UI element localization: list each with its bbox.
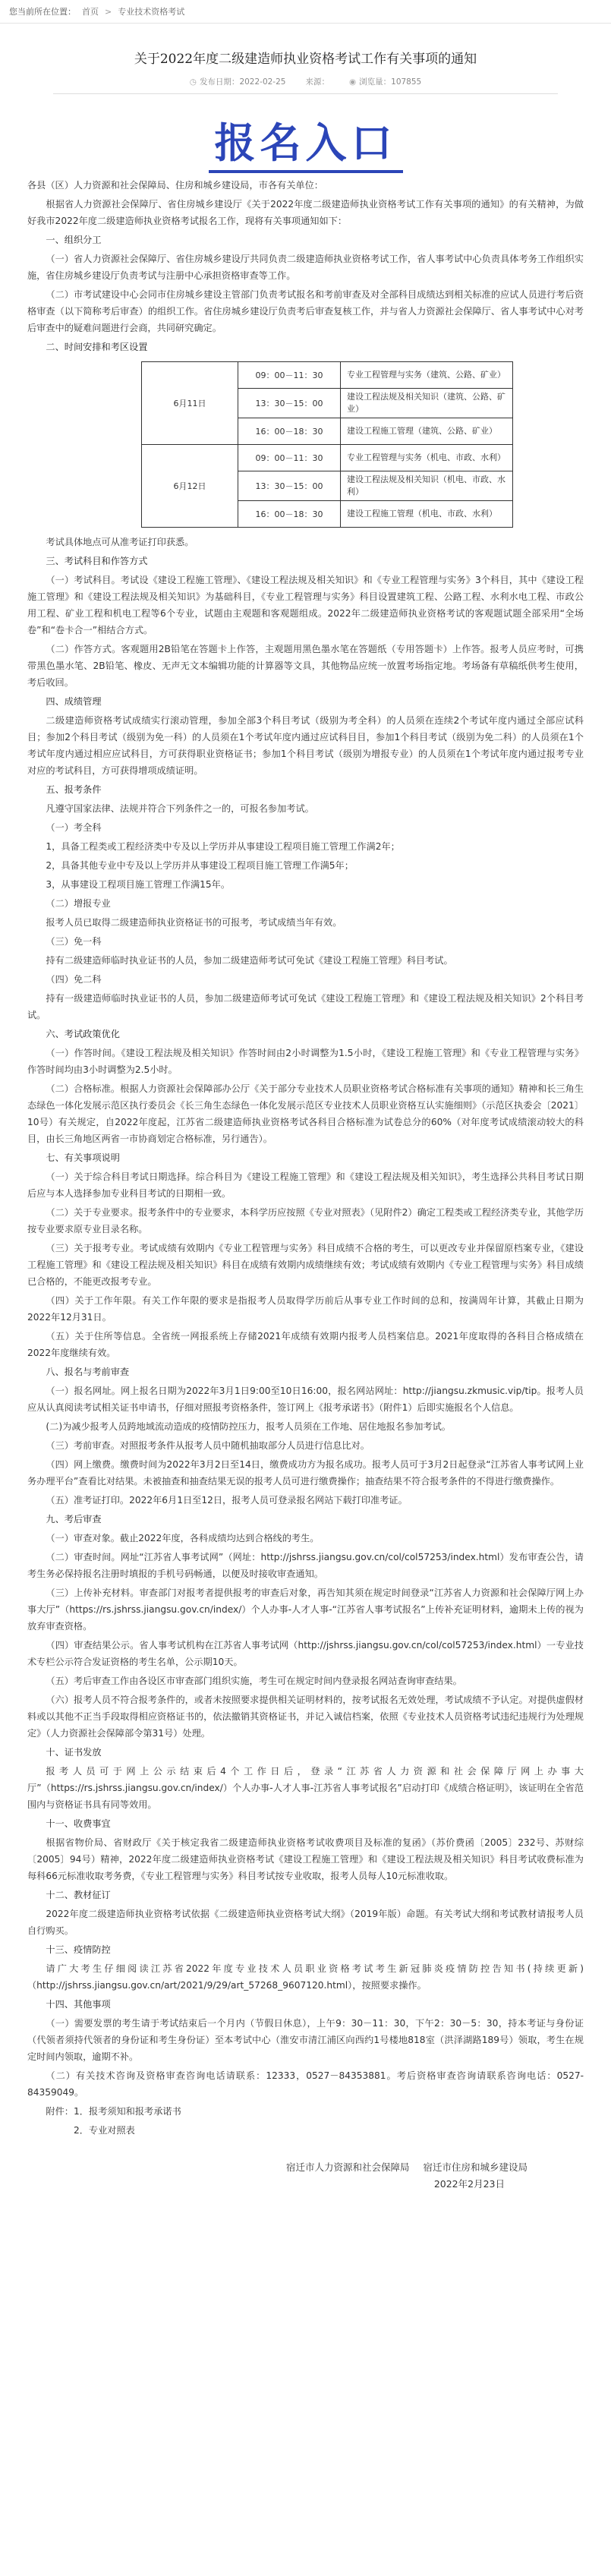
attachment-link-2[interactable]: 2．专业对照表 [73, 2125, 135, 2136]
section-heading: 八、报名与考前审查 [46, 1367, 130, 1377]
paragraph: （一）审查对象。截止2022年度，各科成绩均达到合格线的考生。 [46, 1533, 320, 1543]
table-cell-subject: 建设工程法规及相关知识（建筑、公路、矿业） [341, 389, 513, 418]
paragraph: （一）省人力资源社会保障厅、省住房城乡建设厅共同负责二级建造师执业资格考试工作，省人事考试中心负责具体考务工作组织实施，省住房城乡建设厅负责考试与注册中心承担资格审查等工作。 [27, 254, 584, 281]
table-cell-subject: 建设工程施工管理（机电、市政、水利） [341, 501, 513, 528]
section-heading: 一、组织分工 [46, 235, 102, 245]
paragraph: 请广大考生仔细阅读江苏省2022年度专业技术人员职业资格考试考生新冠肺炎疫情防控告知书(持续更新)（http://jshrss.jiangsu.gov.cn/art/2021/9/29/art_57268_9607120.html），按照要求操作。 [27, 1963, 584, 1991]
table-cell-subject: 专业工程管理与实务（建筑、公路、矿业） [341, 362, 513, 389]
paragraph: （一）考试科目。考试设《建设工程施工管理》、《建设工程法规及相关知识》和《专业工程管理与实务》3个科目，其中《建设工程施工管理》和《建设工程法规及相关知识》为基础科目，《专业工程管理与实务》科目设置建筑工程、公路工程、水利水电工程、市政公用工程、矿业工程和机电工程等6个专业，试题由主观题和客观题组成。2022年二级建造师执业资格考试的客观题试题全部采用“全场卷”和“卷卡合一”相结合方式。 [27, 575, 584, 635]
paragraph: （三）考前审查。对照报考条件从报考人员中随机抽取部分人员进行信息比对。 [46, 1440, 370, 1451]
paragraph: 根据省物价局、省财政厅《关于核定我省二级建造师执业资格考试收费项目及标准的复函》（苏价费函〔2005〕232号、苏财综〔2005〕94号）精神，2022年度二级建造师执业资格考试《建设工程施工管理》和《建设工程法规及相关知识》科目考试收费标准为每科66元标准收取考务费，《专业工程管理与实务》科目考试按专业收取，报考人员每人10元标准收取。 [27, 1837, 584, 1881]
table-cell-subject: 专业工程管理与实务（机电、市政、水利） [341, 445, 513, 471]
publish-date-value: 2022-02-25 [239, 77, 286, 87]
paragraph: （五）关于住所等信息。全省统一网报系统上存储2021年成绩有效期内报考人员档案信息。2021年度取得的各科目合格成绩在2022年度继续有效。 [27, 1331, 584, 1358]
breadcrumb-location-label: 您当前所在位置： [9, 7, 76, 17]
paragraph: （二）关于专业要求。报考条件中的专业要求，本科学历应按照《专业对照表》（见附件2）确定工程类或工程经济类专业，其他学历按专业要求原专业目录名称。 [27, 1207, 584, 1234]
paragraph: (二)为减少报考人员跨地域流动造成的疫情防控压力，报考人员须在工作地、居住地报名参加考试。 [46, 1421, 451, 1432]
paragraph: （二）有关技术咨询及资格审查咨询电话请联系：12333，0527－84353881。考后资格审查咨询请联系咨询电话：0527-84359049。 [27, 2070, 584, 2098]
paragraph: （三）关于报考专业。考试成绩有效期内《专业工程管理与实务》科目成绩不合格的考生，可以更改专业并保留原档案专业，《建设工程施工管理》和《建设工程法规及相关知识》科目在成绩有效期内成绩继续有效；考试成绩有效期内《专业工程管理与实务》科目成绩已合格的，不能更改报考专业。 [27, 1243, 584, 1287]
paragraph: 持有二级建造师临时执业证书的人员，参加二级建造师考试可免试《建设工程施工管理》科目考试。 [46, 955, 453, 966]
paragraph: （六）报考人员不符合报考条件的，或者未按照要求提供相关证明材料的，按考试报名无效处理，考试成绩不予认定。对提供虚假材料或以其他不正当手段取得相应资格证书的，依法撤销其资格证书，并记入诚信档案，依照《专业技术人员资格考试违纪违规行为处理规定》（人力资源社会保障部令第31号）处理。 [27, 1695, 584, 1739]
paragraph: 各县（区）人力资源和社会保障局、住房和城乡建设局，市各有关单位： [27, 180, 323, 191]
attachment-link-1[interactable]: 附件：1．报考须知和报考承诺书 [46, 2106, 181, 2117]
paragraph: （四）审查结果公示。省人事考试机构在江苏省人事考试网（http://jshrss.jiangsu.gov.cn/col/col57253/index.html）一专业技术专栏公示符合发证资格的考生名单，公示期10天。 [27, 1640, 584, 1667]
section-heading: 九、考后审查 [46, 1514, 102, 1524]
section-heading: 十二、教材征订 [46, 1890, 111, 1900]
paragraph: （五）准考证打印。2022年6月1日至12日，报考人员可登录报名网站下载打印准考证。 [46, 1495, 408, 1506]
source-label: 来源： [305, 77, 329, 87]
section-heading: 十四、其他事项 [46, 1999, 111, 2010]
paragraph: （一）报名网址。网上报名日期为2022年3月1日9:00至10日16:00，报名网站网址：http://jiangsu.zkmusic.vip/tip。报考人员应从认真阅读考试相关证书申请书，仔细对照报考资格条件，签订网上《报考承诺书》（附件1）后即实施报名个人信息。 [27, 1386, 584, 1413]
section-heading: 四、成绩管理 [46, 696, 102, 707]
views-value: 107855 [391, 77, 422, 87]
paragraph: （二）作答方式。客观题用2B铅笔在答题卡上作答，主观题用黑色墨水笔在答题纸（专用答题卡）上作答。报考人员应考时，可携带黑色墨水笔、2B铅笔、橡皮、无声无文本编辑功能的计算器等文具，其他物品应统一放置考场指定地。考场备有草稿纸供考生使用，考后收回。 [27, 644, 584, 688]
signature-date: 2022年2月23日 [433, 2178, 505, 2190]
section-heading: 六、考试政策优化 [46, 1029, 120, 1039]
breadcrumb-separator-icon: > [105, 6, 112, 17]
table-cell-time: 09：00－11：30 [238, 362, 341, 389]
section-heading: 十、证书发放 [46, 1747, 102, 1758]
table-cell-time: 09：00－11：30 [238, 445, 341, 471]
signature-org-2: 宿迁市住房和城乡建设局 [423, 2161, 528, 2173]
paragraph: 1，具备工程类或工程经济类中专及以上学历并从事建设工程项目施工管理工作满2年； [46, 841, 400, 852]
table-cell-time: 16：00－18：30 [238, 418, 341, 445]
registration-entry-link[interactable]: 报名入口 [209, 119, 403, 173]
article-body [0, 177, 611, 2139]
views [349, 76, 421, 87]
registration-banner[interactable] [0, 111, 611, 169]
table-cell-date: 6月11日 [142, 362, 238, 445]
section-heading: 七、有关事项说明 [46, 1152, 120, 1163]
section-heading: 五、报考条件 [46, 784, 102, 795]
paragraph: 持有一级建造师临时执业证书的人员，参加二级建造师考试可免试《建设工程施工管理》和《建设工程法规及相关知识》2个科目考试。 [27, 993, 584, 1020]
paragraph: （三）免一科 [46, 936, 102, 947]
paragraph: （一）需要发票的考生请于考试结束后一个月内（节假日休息），上午9：30－11：30，下午2：30－5：30，持本考证与身份证（代领者须持代领者的身份证和考生身份证）至本考试中心（淮安市清江浦区向西约1号楼地818室（洪泽湖路189号）领取，考生在规定时间内领取，逾期不补。 [27, 2018, 584, 2062]
paragraph: （四）关于工作年限。有关工作年限的要求是指报考人员取得学历前后从事专业工作时间的总和，按满周年计算，其截止日期为2022年12月31日。 [27, 1295, 584, 1323]
paragraph: （一）关于综合科目考试日期选择。综合科目为《建设工程施工管理》和《建设工程法规及相关知识》，考生选择公共科目考试日期后应与本人选择参加专业科目考试的日期相一致。 [27, 1171, 584, 1199]
section-heading: 三、考试科目和作答方式 [46, 556, 148, 566]
section-heading: 十一、收费事宜 [46, 1818, 111, 1829]
paragraph: （四）网上缴费。缴费时间为2022年3月2日至14日，缴费成功方为报名成功。报考人员可于3月2日起登录“江苏省人事考试网上业务办理平台”查看比对结果。未被抽查和抽查结果无误的报考人员可进行缴费操作；抽查结果不符合报考条件的不得进行缴费操作。 [27, 1459, 584, 1487]
paragraph: 考试具体地点可从准考证打印获悉。 [46, 537, 194, 547]
paragraph: （二）增报专业 [46, 898, 111, 909]
paragraph: 报考人员已取得二级建造师执业资格证书的可报考，考试成绩当年有效。 [46, 917, 342, 928]
breadcrumb-section-link[interactable]: 专业技术资格考试 [118, 7, 185, 17]
paragraph: （五）考后审查工作由各设区市审查部门组织实施，考生可在规定时间内登录报名网站查询审查结果。 [46, 1676, 462, 1686]
paragraph: （二）审查时间。网址“江苏省人事考试网”（网址：http://jshrss.jiangsu.gov.cn/col/col57253/index.html）发布审查公告，请考生务必保持报名注册时填报的手机号码畅通，以便及时接收审查通知。 [27, 1552, 584, 1579]
paragraph: 3，从事建设工程项目施工管理工作满15年。 [46, 879, 231, 890]
paragraph: （一）作答时间。《建设工程法规及相关知识》作答时间由2小时调整为1.5小时，《建设工程施工管理》和《专业工程管理与实务》作答时间均由3小时调整为2.5小时。 [27, 1048, 584, 1075]
table-row [142, 445, 513, 471]
paragraph: （二）市考试建设中心会同市住房城乡建设主管部门负责考试报名和考前审查及对全部科目成绩达到相关标准的应试人员进行考后资格审查（以下简称考后审查）的组织工作。省住房城乡建设厅负责考后审查复核工作，并与省人力资源社会保障厅、省人事考试中心对考后审查中的疑难问题进行会商，共同研究确定。 [27, 289, 584, 333]
views-label: 浏览量： [359, 77, 392, 87]
table-cell-time: 13：30－15：00 [238, 471, 341, 501]
paragraph: 根据省人力资源社会保障厅、省住房城乡建设厅《关于2022年度二级建造师执业资格考试工作有关事项的通知》的有关精神，为做好我市2022年度二级建造师执业资格考试报名工作，现将有关事项通知如下： [27, 199, 584, 226]
paragraph: （四）免二科 [46, 974, 102, 985]
paragraph: 二级建造师资格考试成绩实行滚动管理，参加全部3个科目考试（级别为考全科）的人员须在连续2个考试年度内通过全部应试科目；参加2个科目考试（级别为免一科）的人员须在1个考试年度内通过应试科目目，参加1个科目考试（级别为免二科）的人员须在1个考试年度内通过相应应试科目，方可获得职业资格证书；参加1个科目考试（级别为增报专业）的人员须在1个考试年度内通过报考专业对应的考试科目，方可获得增项成绩证明。 [27, 715, 584, 776]
publish-date [190, 76, 286, 87]
table-cell-date: 6月12日 [142, 445, 238, 528]
signature-org-1: 宿迁市人力资源和社会保障局 [285, 2161, 410, 2173]
footer-spacer [0, 2190, 611, 2213]
table-cell-time: 13：30－15：00 [238, 389, 341, 418]
breadcrumb [0, 0, 611, 24]
publish-label: 发布日期： [199, 77, 240, 87]
source [305, 76, 329, 87]
paragraph: （一）考全科 [46, 822, 102, 833]
table-cell-subject: 建设工程法规及相关知识（机电、市政、水利） [341, 471, 513, 501]
paragraph: （三）上传补充材料。审查部门对报考者提供报考的审查后对象，再告知其须在规定时间登录“江苏省人力资源和社会保障厅网上办事大厅”（https://rs.jshrss.jiangsu.gov.cn/index/）个人办事-人才人事-“江苏省人事考试报名”上传补充证明材料，逾期未上传的视为放弃审查资格。 [27, 1588, 584, 1632]
signature-block [0, 2158, 611, 2177]
article-meta [53, 76, 558, 94]
paragraph: 凡遵守国家法律、法规并符合下列条件之一的，可报名参加考试。 [46, 803, 314, 814]
table-row [142, 362, 513, 389]
paragraph: 2022年度二级建造师执业资格考试依据《二级建造师执业资格考试大纲》（2019年版）命题。有关考试大纲和考试教材请报考人员自行购买。 [27, 1909, 584, 1936]
breadcrumb-home-link[interactable]: 首页 [82, 7, 99, 17]
eye-icon: ◉ [348, 77, 357, 87]
exam-schedule-table [141, 361, 513, 528]
table-cell-subject: 建设工程施工管理（建筑、公路、矿业） [341, 418, 513, 445]
section-heading: 十三、疫情防控 [46, 1944, 111, 1955]
paragraph: 报考人员可于网上公示结束后4个工作日后，登录“江苏省人力资源和社会保障厅网上办事大厅”（https://rs.jshrss.jiangsu.gov.cn/index/）个人办事-人才人事-江苏省人事考试报名”启动打印《成绩合格证明》，该证明在全省范围内与资格证书具有同等效用。 [27, 1766, 584, 1810]
article-title: 关于2022年度二级建造师执业资格考试工作有关事项的通知 [134, 52, 477, 67]
clock-icon: ◷ [189, 77, 197, 87]
paragraph: 2，具备其他专业中专及以上学历并从事建设工程项目施工管理工作满5年； [46, 860, 354, 871]
paragraph: （二）合格标准。根据人力资源社会保障部办公厅《关于部分专业技术人员职业资格考试合格标准有关事项的通知》精神和长三角生态绿色一体化发展示范区执行委员会《长三角生态绿色一体化发展示范区专业技术人员职业资格互认实施细则》（示范区执委会〔2021〕10号）有关规定，自2022年度起，江苏省二级建造师执业资格考试各科目合格标准为试卷总分的60%（对年度考试成绩滚动较大的科目，由长三角地区两省一市协商划定合格标准，另行通告）。 [27, 1083, 584, 1144]
section-heading: 二、时间安排和考区设置 [46, 342, 148, 352]
table-cell-time: 16：00－18：30 [238, 501, 341, 528]
